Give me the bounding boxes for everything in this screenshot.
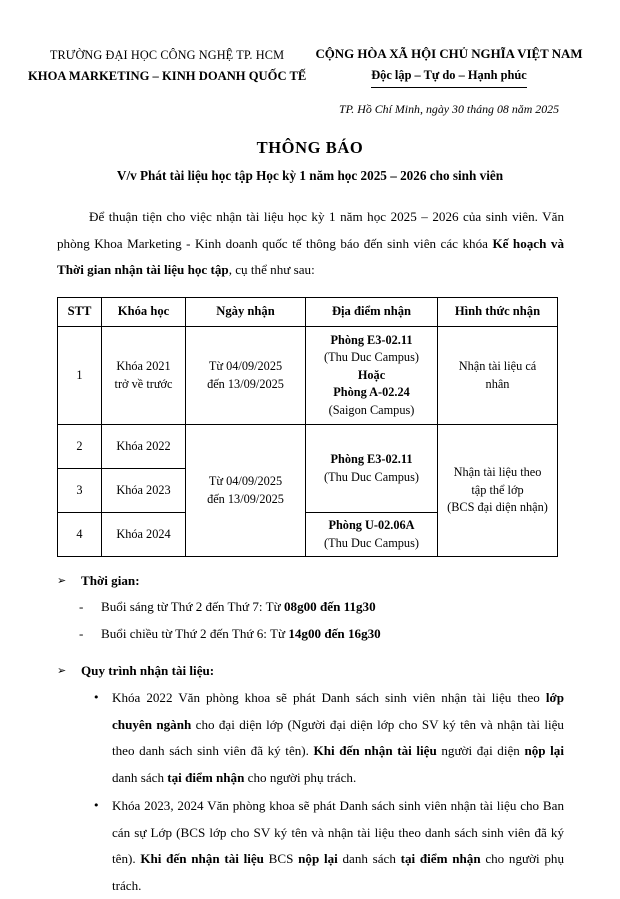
section-thoi-gian	[57, 569, 564, 647]
cell-stt-4: 4	[58, 513, 102, 557]
cell-khoa-hoc-2: Khóa 2022	[102, 425, 186, 469]
proc1-b2: Khi đến nhận tài liệu	[313, 743, 437, 759]
proc1-b4: tại điểm nhận	[167, 769, 245, 785]
room-a-campus: (Thu Duc Campus)	[324, 469, 419, 484]
time-item-2-bold: 14g00 đến 16g30	[288, 626, 381, 642]
column-header-hinh-thuc-nhan: Hình thức nhận	[438, 297, 558, 327]
list-item	[57, 620, 564, 647]
room-or-label: Hoặc	[357, 367, 386, 382]
department-name: KHOA MARKETING – KINH DOANH QUỐC TẾ	[28, 69, 307, 83]
proc1-p2: cho đại diện lớp (Người đại diện lớp cho SV ký tên và nhận tài liệu theo danh sách sinh viên đã ký tên).	[112, 716, 564, 759]
list-item	[57, 593, 564, 620]
section-heading-label: Thời gian:	[81, 573, 140, 589]
ngay-nhan-1-line1: Từ 04/09/2025	[208, 359, 283, 374]
letterhead-left	[28, 45, 306, 87]
room-2-name: Phòng A-02.24	[333, 385, 410, 400]
organization-name: TRƯỜNG ĐẠI HỌC CÔNG NGHỆ TP. HCM	[49, 48, 285, 62]
hinh-thuc-1-line2: nhân	[485, 376, 510, 391]
hinh-thuc-2-line2: tập thể lớp	[471, 482, 524, 497]
cell-stt-3: 3	[58, 469, 102, 513]
list-item	[57, 793, 564, 899]
cell-ngay-nhan-group2	[186, 425, 306, 557]
cell-dia-diem-1	[306, 327, 438, 425]
dash-bullet-icon: -	[79, 626, 84, 642]
time-item-2-text: Buổi chiều từ Thứ 2 đến Thứ 6: Từ	[101, 626, 289, 642]
proc1-p5: cho người phụ trách.	[244, 769, 357, 785]
cell-stt-1: 1	[58, 327, 102, 425]
table-head	[58, 297, 558, 327]
column-header-stt: STT	[58, 297, 102, 327]
document-subject: V/v Phát tài liệu học tập Học kỳ 1 năm học 2025 – 2026 cho sinh viên	[116, 168, 504, 183]
room-2-campus: (Saigon Campus)	[328, 402, 415, 417]
schedule-table	[57, 297, 558, 558]
proc1-p3: người đại diện	[436, 743, 525, 759]
column-header-dia-diem-nhan: Địa điểm nhận	[306, 297, 438, 327]
time-item-1-bold: 08g00 đến 11g30	[283, 599, 376, 615]
ngay-nhan-2-line2: đến 13/09/2025	[207, 491, 284, 506]
intro-text-1: Để thuận tiện cho việc nhận tài liệu học kỳ 1 năm học 2025 – 2026 của sinh viên. Văn phòng Khoa Marketing - Kinh doanh quốc tế thông báo đến sinh viên các khóa	[57, 209, 564, 251]
room-b-campus: (Thu Duc Campus)	[324, 535, 419, 550]
proc2-p3: danh sách	[337, 851, 401, 867]
country-name: CỘNG HÒA XÃ HỘI CHỦ NGHĨA VIỆT NAM	[315, 47, 583, 61]
ngay-nhan-1-line2: đến 13/09/2025	[207, 376, 284, 391]
hinh-thuc-1-line1: Nhận tài liệu cá	[458, 359, 537, 374]
proc1-b3: nộp lại	[524, 743, 564, 759]
cell-ngay-nhan-1	[186, 327, 306, 425]
room-b-name: Phòng U-02.06A	[328, 518, 415, 533]
room-1-name: Phòng E3-02.11	[330, 332, 413, 347]
section-quy-trinh	[57, 659, 564, 899]
proc2-p4: cho người phụ trách.	[112, 851, 565, 893]
proc1-b1: lớp chuyên ngành	[112, 690, 564, 732]
proc2-b2: nộp lại	[298, 851, 338, 867]
column-header-khoa-hoc: Khóa học	[102, 297, 186, 327]
proc1-p4: danh sách	[112, 769, 168, 785]
proc2-p2: BCS	[263, 851, 299, 867]
arrow-bullet-icon: ➢	[57, 664, 67, 678]
hinh-thuc-2-line1: Nhận tài liệu theo	[453, 465, 542, 480]
document-body	[0, 204, 620, 899]
cell-dia-diem-group-b	[306, 513, 438, 557]
table-row	[58, 425, 558, 469]
proc2-p1: Khóa 2023, 2024 Văn phòng khoa sẽ phát Danh sách sinh viên nhận tài liệu cho Ban cán sự Lớp (BCS lớp cho SV ký tên và nhận tài liệu theo danh sách sinh viên đã ký tên).	[112, 798, 564, 867]
cell-hinh-thuc-group2	[438, 425, 558, 557]
national-motto: Độc lập – Tự do – Hạnh phúc	[371, 64, 527, 88]
letterhead	[0, 0, 620, 118]
time-item-1-text: Buổi sáng từ Thứ 2 đến Thứ 7: Từ	[101, 599, 284, 615]
intro-paragraph	[57, 204, 564, 284]
intro-bold-1: Kế hoạch và Thời gian nhận tài liệu học tập	[57, 235, 564, 277]
dot-bullet-icon: •	[93, 691, 100, 705]
dash-bullet-icon: -	[79, 599, 84, 615]
room-a-name: Phòng E3-02.11	[330, 452, 413, 467]
table-header-row	[58, 297, 558, 327]
cell-khoa-hoc-1	[102, 327, 186, 425]
page-title: THÔNG BÁO	[256, 138, 364, 157]
title-block	[0, 137, 620, 186]
room-1-campus: (Thu Duc Campus)	[324, 350, 419, 365]
cell-khoa-hoc-4: Khóa 2024	[102, 513, 186, 557]
table-row	[58, 327, 558, 425]
place-and-date: TP. Hồ Chí Minh, ngày 30 tháng 08 năm 2025	[338, 102, 560, 116]
column-header-ngay-nhan: Ngày nhận	[186, 297, 306, 327]
arrow-bullet-icon: ➢	[57, 574, 67, 588]
section-heading-label: Quy trình nhận tài liệu:	[81, 663, 215, 679]
proc2-b3: tại điểm nhận	[400, 851, 481, 867]
ngay-nhan-2-line1: Từ 04/09/2025	[208, 474, 283, 489]
letterhead-right	[306, 45, 592, 118]
cell-dia-diem-group-a	[306, 425, 438, 513]
cell-khoa-hoc-3: Khóa 2023	[102, 469, 186, 513]
list-item	[57, 685, 564, 791]
dot-bullet-icon: •	[93, 799, 100, 813]
khoa-hoc-1-line2: trở về trước	[114, 376, 173, 391]
intro-text-2: , cụ thể như sau:	[228, 262, 315, 277]
cell-stt-2: 2	[58, 425, 102, 469]
cell-hinh-thuc-1	[438, 327, 558, 425]
hinh-thuc-2-line3: (BCS đại diện nhận)	[447, 500, 548, 515]
table-body	[58, 327, 558, 557]
proc1-p1: Khóa 2022 Văn phòng khoa sẽ phát Danh sách sinh viên nhận tài liệu theo	[112, 690, 546, 706]
section-heading-quy-trinh	[57, 659, 564, 683]
proc2-b1: Khi đến nhận tài liệu	[140, 851, 264, 867]
khoa-hoc-1-line1: Khóa 2021	[116, 359, 171, 374]
section-heading-thoi-gian	[57, 569, 564, 593]
